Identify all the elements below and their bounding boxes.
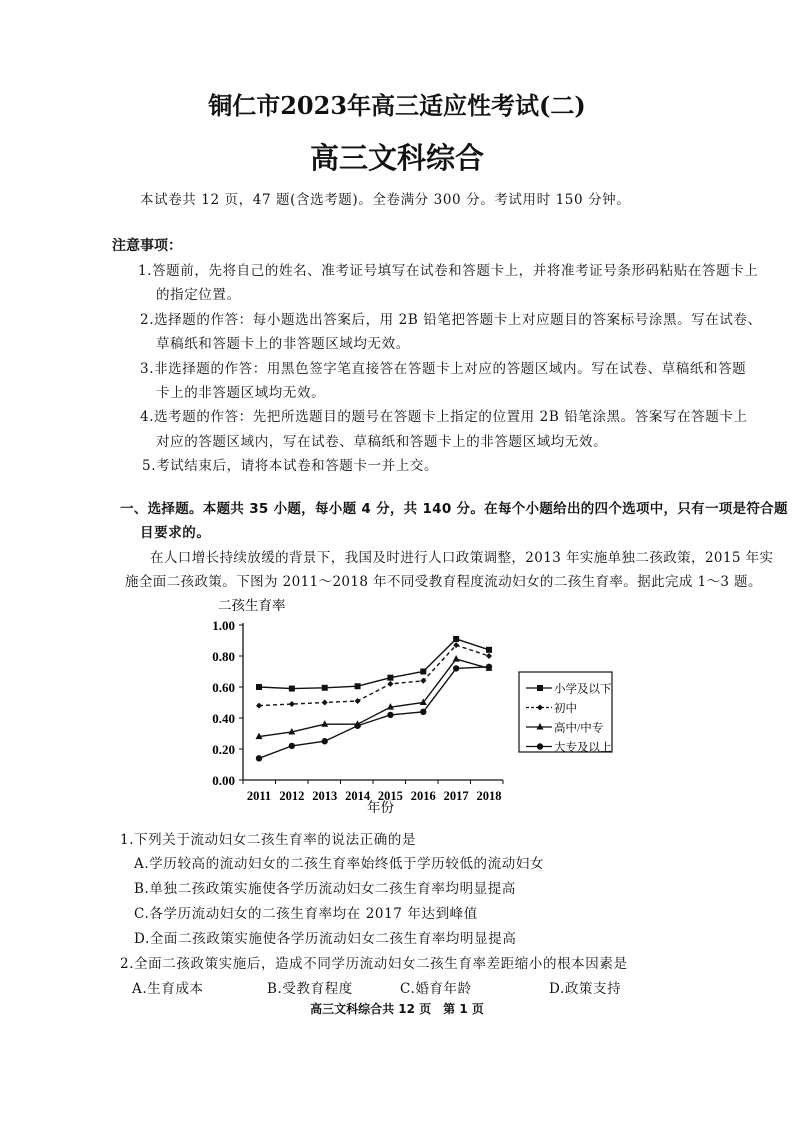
data-point — [354, 723, 360, 729]
data-point — [387, 712, 393, 718]
question-1-option-d: D.全面二孩政策实施使各学历流动妇女二孩生育率均明显提高 — [134, 931, 517, 947]
series-1 — [256, 642, 492, 708]
series-3 — [256, 664, 492, 762]
x-tick-label: 2016 — [410, 789, 436, 803]
data-point — [453, 642, 459, 648]
x-tick-label: 2011 — [246, 789, 272, 803]
data-point — [322, 685, 328, 691]
question-1-option-a: A.学历较高的流动妇女的二孩生育率始终低于学历较低的流动妇女 — [134, 856, 545, 872]
data-point — [256, 684, 262, 690]
notes-heading: 注意事项： — [112, 238, 182, 254]
data-point — [355, 683, 361, 689]
note-line: 3.非选择题的作答：用黑色签字笔直接答在答题卡上对应的答题区域内。写在试卷、草稿纸和答题 — [140, 361, 747, 377]
data-point — [256, 755, 262, 761]
legend-label: 高中/中专 — [554, 722, 604, 735]
note-line: 草稿纸和答题卡上的非答题区域均无效。 — [156, 336, 410, 352]
exam-intro: 本试卷共 12 页，47 题(含选考题)。全卷满分 300 分。考试用时 150 分钟。 — [140, 192, 631, 208]
data-point — [289, 701, 295, 707]
data-point — [289, 743, 295, 749]
y-axis-label: 二孩生育率 — [218, 598, 286, 613]
note-line: 卡上的非答题区域均无效。 — [156, 385, 326, 401]
y-tick-label: 0.20 — [212, 742, 235, 757]
x-tick-label: 2014 — [345, 789, 371, 803]
x-tick-label: 2018 — [476, 789, 502, 803]
question-2-option-a: A.生育成本 — [132, 981, 204, 997]
note-line: 1.答题前，先将自己的姓名、准考证号填写在试卷和答题卡上，并将准考证号条形码粘贴在答题卡上 — [138, 263, 759, 279]
data-point — [420, 669, 426, 675]
data-point — [355, 698, 361, 704]
question-1-stem: 1.下列关于流动妇女二孩生育率的说法正确的是 — [120, 832, 417, 848]
question-1-option-b: B.单独二孩政策实施使各学历流动妇女二孩生育率均明显提高 — [134, 881, 517, 897]
data-point — [387, 675, 393, 681]
data-point — [289, 686, 295, 692]
question-2-stem: 2.全面二孩政策实施后，造成不同学历流动妇女二孩生育率差距缩小的根本因素是 — [120, 956, 628, 972]
y-tick-label: 0.40 — [212, 711, 235, 726]
context-paragraph: 在人口增长持续放缓的背景下，我国及时进行人口政策调整，2013 年实施单独二孩政策，2015 年实 — [150, 550, 774, 566]
legend-marker — [537, 743, 543, 749]
note-line: 对应的答题区域内，写在试卷、草稿纸和答题卡上的非答题区域均无效。 — [156, 434, 608, 450]
data-point — [453, 655, 460, 662]
y-tick-label: 0.00 — [212, 773, 235, 788]
data-point — [486, 647, 492, 653]
exam-title: 铜仁市2023年高三适应性考试(二) — [208, 91, 586, 120]
note-line: 5.考试结束后，请将本试卷和答题卡一并上交。 — [142, 458, 439, 474]
note-line: 的指定位置。 — [156, 287, 241, 303]
legend-label: 小学及以下 — [554, 683, 612, 696]
data-point — [321, 720, 328, 727]
series-line — [259, 645, 489, 705]
x-tick-label: 2017 — [443, 789, 469, 803]
x-tick-label: 2012 — [279, 789, 305, 803]
data-point — [256, 703, 262, 709]
question-1-option-c: C.各学历流动妇女的二孩生育率均在 2017 年达到峰值 — [134, 906, 478, 922]
data-point — [486, 653, 492, 659]
data-point — [322, 700, 328, 706]
data-point — [486, 664, 492, 670]
data-point — [322, 738, 328, 744]
x-axis-label: 年份 — [367, 800, 394, 815]
data-point — [453, 636, 459, 642]
data-point — [387, 681, 393, 687]
y-tick-label: 1.00 — [212, 618, 235, 633]
y-tick-label: 0.60 — [212, 680, 235, 695]
x-tick-label: 2015 — [377, 789, 403, 803]
data-point — [453, 665, 459, 671]
legend-label: 大专及以上 — [554, 742, 612, 754]
page-footer: 高三文科综合共 12 页 第 1 页 — [310, 1002, 484, 1016]
data-point — [420, 709, 426, 715]
section-heading: 目要求的。 — [140, 525, 211, 541]
y-tick-label: 0.80 — [212, 649, 235, 664]
context-paragraph: 施全面二孩政策。下图为 2011～2018 年不同受教育程度流动妇女的二孩生育率。据此完成 1～3 题。 — [125, 574, 762, 590]
legend-label: 初中 — [554, 703, 577, 715]
section-heading: 一、选择题。本题共 35 小题，每小题 4 分，共 140 分。在每个小题给出的四个选项中，只有一项是符合题 — [120, 501, 788, 517]
x-tick-label: 2013 — [312, 789, 338, 803]
question-2-option-c: C.婚育年龄 — [400, 981, 472, 997]
question-2-option-b: B.受教育程度 — [267, 981, 353, 997]
legend-marker — [537, 685, 543, 691]
birth-rate-chart — [200, 595, 640, 820]
note-line: 2.选择题的作答：每小题选出答案后，用 2B 铅笔把答题卡上对应题目的答案标号涂黑。写在试卷、 — [140, 312, 762, 328]
note-line: 4.选考题的作答：先把所选题目的题号在答题卡上指定的位置用 2B 铅笔涂黑。答案写在答题卡上 — [140, 409, 748, 425]
question-2-option-d: D.政策支持 — [549, 981, 622, 997]
exam-subtitle: 高三文科综合 — [309, 141, 484, 175]
